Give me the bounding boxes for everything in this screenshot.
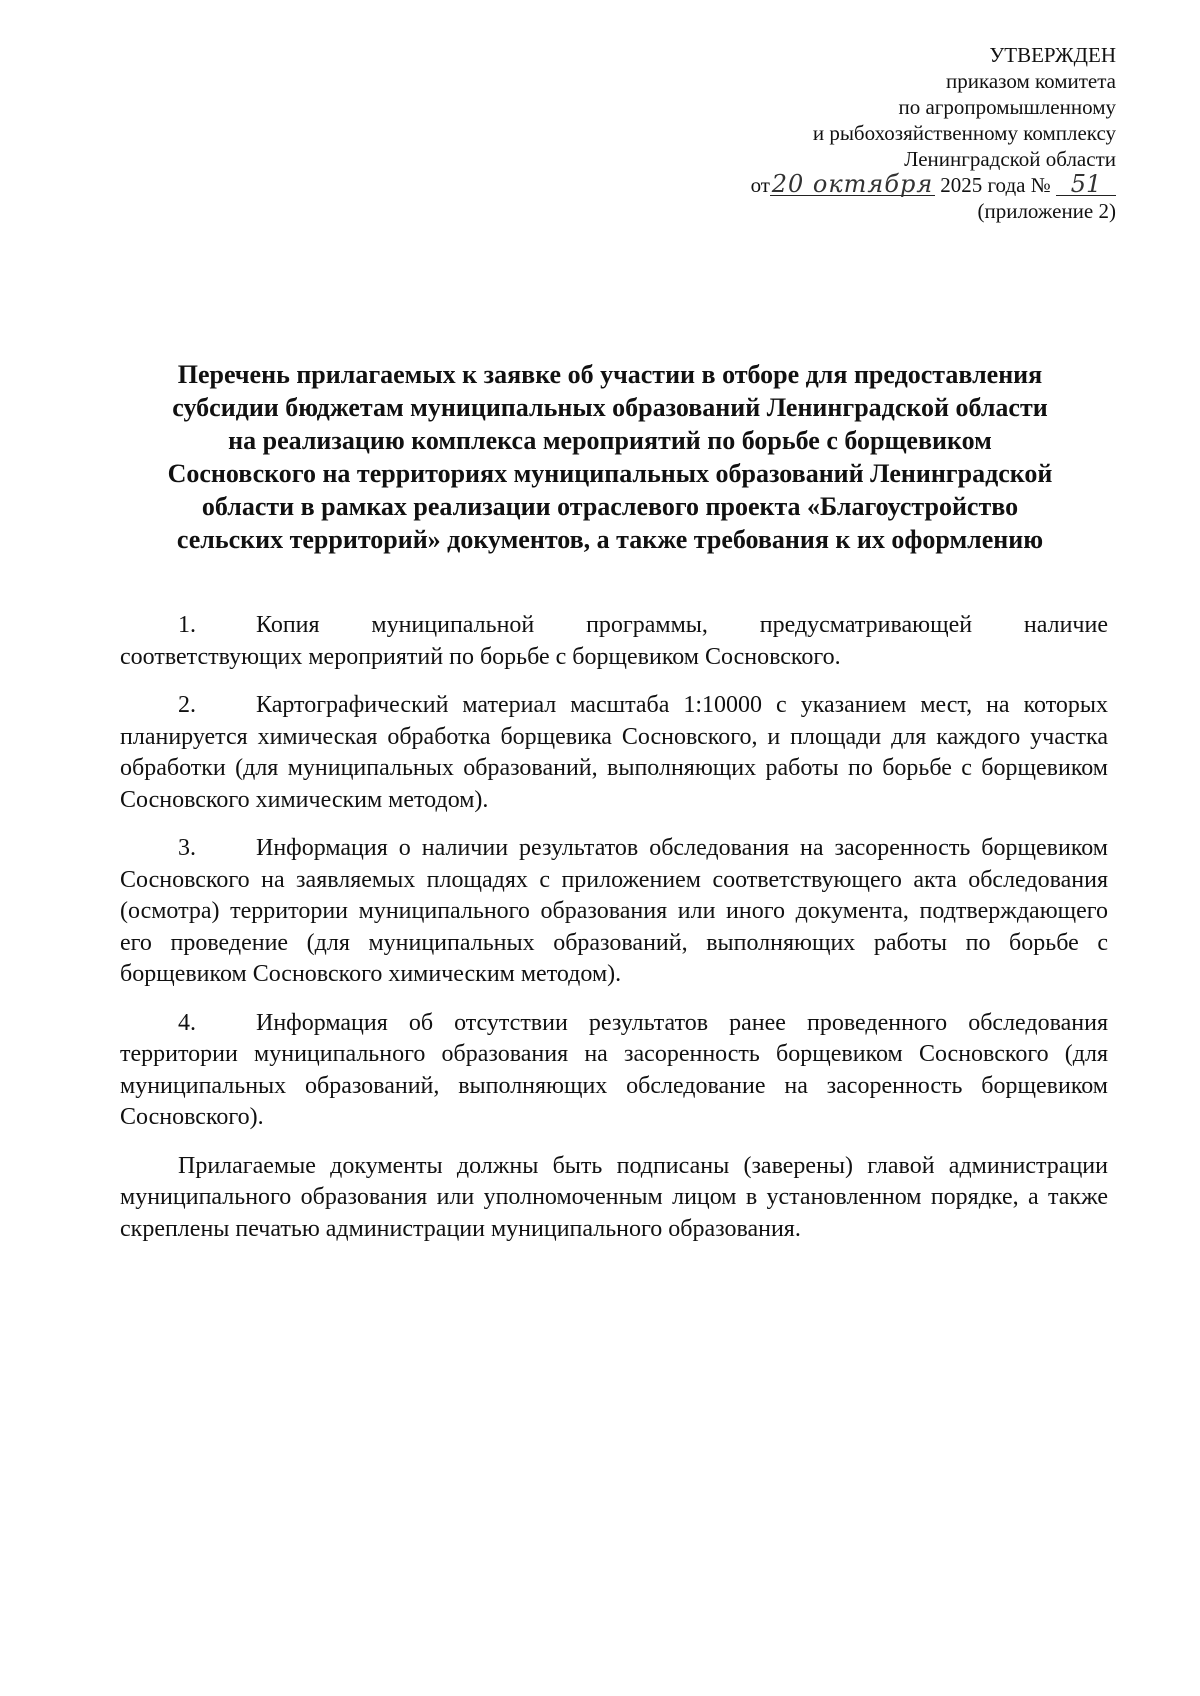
title-line: субсидии бюджетам муниципальных образований Ленинградской области	[172, 393, 1048, 422]
date-prefix: от	[750, 173, 770, 197]
year-text: 2025 года №	[940, 173, 1051, 197]
approval-line: Ленинградской области	[904, 147, 1116, 171]
title-line: Перечень прилагаемых к заявке об участии в отборе для предоставления	[177, 360, 1043, 389]
document-body	[120, 610, 1108, 1245]
approval-line: и рыбохозяйственному комплексу	[812, 121, 1116, 145]
title-line: сельских территорий» документов, а также требования к их оформлению	[176, 525, 1044, 554]
closing-paragraph: Прилагаемые документы должны быть подписаны (заверены) главой администрации муниципального образования или уполномоченным лицом в установленном порядке, а также скреплены печатью администрации муниципального образования.	[120, 1152, 1108, 1242]
title-line: области в рамках реализации отраслевого проекта «Благоустройство	[201, 492, 1019, 521]
list-item	[120, 690, 1108, 816]
appendix-label: (приложение 2)	[977, 199, 1116, 223]
item-number: 1.	[178, 612, 196, 638]
item-text: Копия муниципальной программы, предусматривающей наличие соответствующих мероприятий по борьбе с борщевиком Сосновского.	[120, 612, 1108, 670]
item-number: 3.	[178, 835, 196, 861]
title-line: на реализацию комплекса мероприятий по борьбе с борщевиком	[228, 426, 992, 455]
handwritten-number: 51	[1056, 173, 1116, 196]
approval-block	[696, 42, 1116, 224]
item-text: Картографический материал масштаба 1:10000 с указанием мест, на которых планируется химическая обработка борщевика Сосновского, и площади для каждого участка обработки (для муниципальных образований, выполняющих работы по борьбе с борщевиком Сосновского химическим методом).	[120, 692, 1108, 813]
list-item	[120, 1008, 1108, 1134]
handwritten-date: 20 октября	[771, 170, 934, 198]
item-number: 4.	[178, 1009, 196, 1036]
item-text: Информация об отсутствии результатов ранее проведенного обследования территории муниципального образования на засоренность борщевиком Сосновского (для муниципальных образований, выполняющих обследование на засоренность борщевиком Сосновского).	[120, 1009, 1108, 1130]
approval-line: по агропромышленному	[898, 95, 1116, 119]
document-title	[110, 358, 1110, 556]
approval-heading: УТВЕРЖДЕН	[989, 43, 1116, 67]
item-text: Информация о наличии результатов обследования на засоренность борщевиком Сосновского на заявляемых площадях с приложением соответствующего акта обследования (осмотра) территории муниципального образования или иного документа, подтверждающего его проведение (для муниципальных образований, выполняющих работы по борьбе с борщевиком Сосновского химическим методом).	[120, 835, 1108, 987]
title-line: Сосновского на территориях муниципальных образований Ленинградской	[167, 459, 1053, 488]
approval-date-line	[696, 172, 1116, 198]
approval-line: приказом комитета	[945, 69, 1116, 93]
item-number: 2.	[178, 692, 196, 718]
list-item	[120, 610, 1108, 673]
list-item	[120, 833, 1108, 991]
